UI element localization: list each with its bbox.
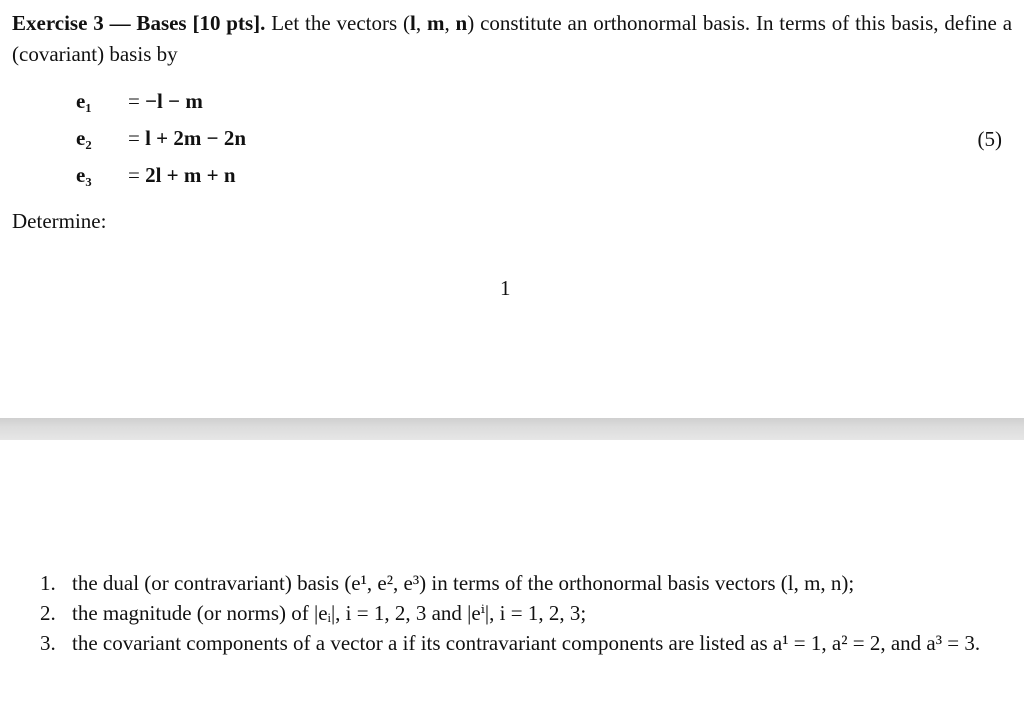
determine-label: Determine: <box>12 209 107 233</box>
vector-n: n <box>455 11 468 35</box>
equation-e2 <box>76 123 246 153</box>
list-item <box>40 628 1008 658</box>
list-item-number: 3. <box>40 631 56 655</box>
equation-lhs: e₃ <box>76 163 92 187</box>
task-list <box>40 568 1008 658</box>
list-item <box>40 598 1008 628</box>
separator-comma: , <box>415 11 427 35</box>
exercise-title: Exercise 3 — Bases [10 pts]. <box>12 11 266 35</box>
equation-lhs: e₂ <box>76 126 92 150</box>
vector-l: l <box>410 11 416 35</box>
list-item-text: the dual (or contravariant) basis (e¹, e², e³) in terms of the orthonormal basis vectors (l, m, n); <box>72 571 855 595</box>
equation-equals: = <box>128 89 140 113</box>
equation-equals: = <box>128 126 140 150</box>
equation-rhs: 2l + m + n <box>145 163 236 187</box>
separator-comma: , <box>444 11 456 35</box>
exercise-intro <box>12 8 1012 70</box>
page-separator <box>0 418 1024 440</box>
equation-number: (5) <box>977 127 1002 151</box>
intro-text-a: Let the vectors ( <box>265 11 411 35</box>
equation-e1 <box>76 86 203 116</box>
list-item-number: 2. <box>40 601 56 625</box>
intro-text-b: ) constitute an orthonormal basis. In terms of this basis, define a (covariant) basis by <box>12 11 1013 66</box>
equation-lhs: e₁ <box>76 89 92 113</box>
equation-rhs: l + 2m − 2n <box>145 126 247 150</box>
document-page-bottom <box>0 440 1024 705</box>
vector-m: m <box>426 11 445 35</box>
equation-e3 <box>76 160 236 190</box>
list-item-number: 1. <box>40 571 56 595</box>
list-item <box>40 568 1008 598</box>
equation-equals: = <box>128 163 140 187</box>
list-item-text: the magnitude (or norms) of |eᵢ|, i = 1, 2, 3 and |eⁱ|, i = 1, 2, 3; <box>72 601 587 625</box>
equation-rhs: −l − m <box>145 89 203 113</box>
list-item-text: the covariant components of a vector a if its contravariant components are listed as a¹ = 1, a² = 2, and a³ = 3. <box>72 631 981 655</box>
page-number: 1 <box>500 276 511 300</box>
